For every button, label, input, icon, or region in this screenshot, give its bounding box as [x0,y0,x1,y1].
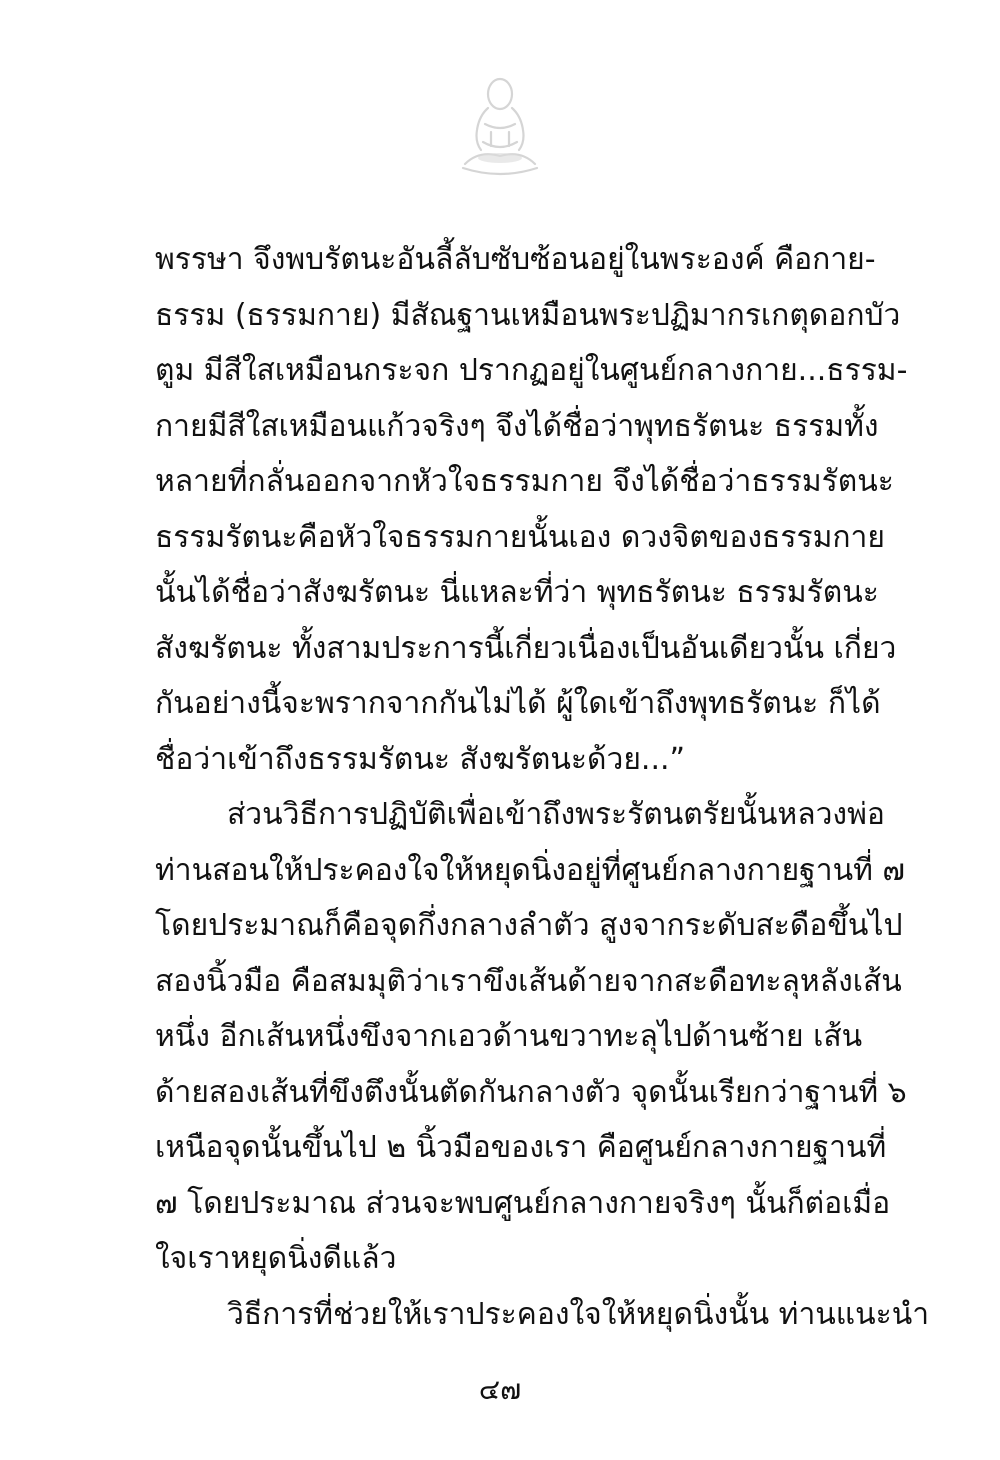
text-line: ใจเราหยุดนิ่งดีแล้ว [155,1241,397,1276]
text-line: ๗ โดยประมาณ ส่วนจะพบศูนย์กลางกายจริงๆ นั้นก็ต่อเมื่อ [155,1185,891,1221]
paragraph-start-line: ส่วนวิธีการปฏิบัติเพื่อเข้าถึงพระรัตนตรัยนั้นหลวงพ่อ [227,797,885,832]
text-line: โดยประมาณก็คือจุดกึ่งกลางลำตัว สูงจากระดับสะดือขึ้นไป [155,908,903,943]
text-line: ตูม มีสีใสเหมือนกระจก ปรากฏอยู่ในศูนย์กลางกาย...ธรรม- [155,353,908,388]
text-line: เหนือจุดนั้นขึ้นไป ๒ นิ้วมือของเรา คือศูนย์กลางกายฐานที่ [155,1130,887,1165]
text-line: หนึ่ง อีกเส้นหนึ่งขึงจากเอวด้านขวาทะลุไปด้านซ้าย เส้น [155,1019,863,1054]
text-line: ด้ายสองเส้นที่ขึงตึงนั้นตัดกันกลางตัว จุดนั้นเรียกว่าฐานที่ ๖ [155,1074,907,1110]
meditating-monk-icon [455,72,545,184]
text-line: ธรรม (ธรรมกาย) มีสัณฐานเหมือนพระปฏิมากรเกตุดอกบัว [155,297,901,333]
text-line: ท่านสอนให้ประคองใจให้หยุดนิ่งอยู่ที่ศูนย์กลางกายฐานที่ ๗ [155,852,905,888]
text-line: กันอย่างนี้จะพรากจากกันไม่ได้ ผู้ใดเข้าถึงพุทธรัตนะ ก็ได้ [155,686,881,721]
text-line: นั้นได้ชื่อว่าสังฆรัตนะ นี่แหละที่ว่า พุทธรัตนะ ธรรมรัตนะ [155,575,879,610]
text-line: กายมีสีใสเหมือนแก้วจริงๆ จึงได้ชื่อว่าพุทธรัตนะ ธรรมทั้ง [155,408,879,444]
body-text [155,232,930,1342]
text-line: ชื่อว่าเข้าถึงธรรมรัตนะ สังฆรัตนะด้วย...” [155,741,686,777]
text-line: สองนิ้วมือ คือสมมุติว่าเราขึงเส้นด้ายจากสะดือทะลุหลังเส้น [155,963,902,999]
page-number: ๔๗ [478,1373,522,1406]
text-line: ธรรมรัตนะคือหัวใจธรรมกายนั้นเอง ดวงจิตของธรรมกาย [155,519,885,555]
text-line: พรรษา จึงพบรัตนะอันลี้ลับซับซ้อนอยู่ในพระองค์ คือกาย- [155,242,876,277]
text-line: สังฆรัตนะ ทั้งสามประการนี้เกี่ยวเนื่องเป็นอันเดียวนั้น เกี่ยว [155,630,897,666]
paragraph-start-line: วิธีการที่ช่วยให้เราประคองใจให้หยุดนิ่งนั้น ท่านแนะนำ [227,1296,930,1332]
text-line: หลายที่กลั่นออกจากหัวใจธรรมกาย จึงได้ชื่อว่าธรรมรัตนะ [155,464,894,499]
